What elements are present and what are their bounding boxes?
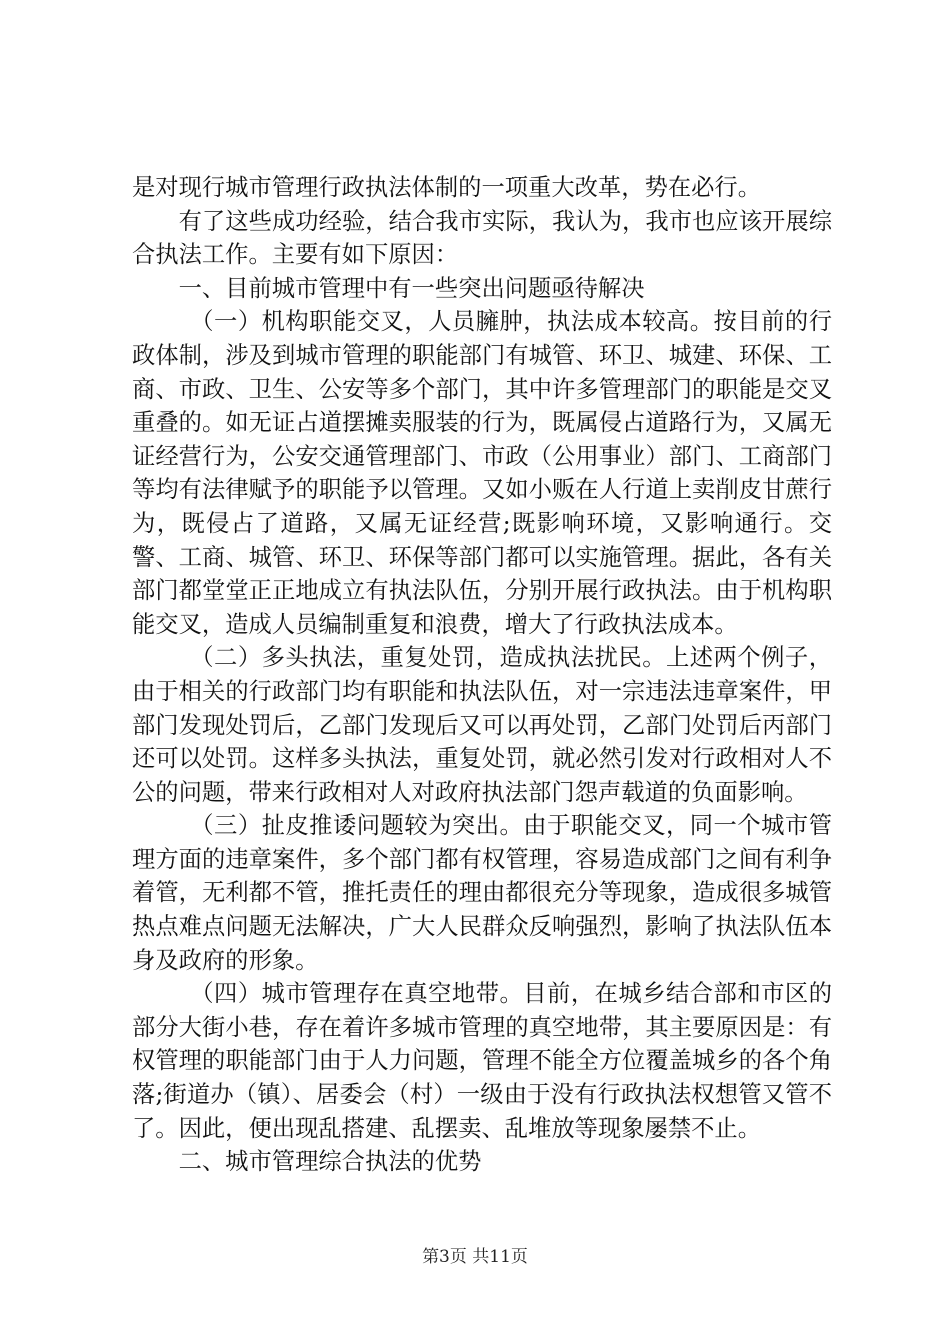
paragraph-item-1: （一）机构职能交叉，人员臃肿，执法成本较高。按目前的行政体制，涉及到城市管理的职能部门有城管、环卫、城建、环保、工商、市政、卫生、公安等多个部门，其中许多管理部门的职能是交叉重叠的。如无证占道摆摊卖服装的行为，既属侵占道路行为，又属无证经营行为，公安交通管理部门、市政（公用事业）部门、工商部门等均有法律赋予的职能予以管理。又如小贩在人行道上卖削皮甘蔗行为，既侵占了道路，又属无证经营;既影响环境，又影响通行。交警、工商、城管、环卫、环保等部门都可以实施管理。据此，各有关部门都堂堂正正地成立有执法队伍，分别开展行政执法。由于机构职能交叉，造成人员编制重复和浪费，增大了行政执法成本。 [132,308,832,638]
paragraph-intro: 有了这些成功经验，结合我市实际，我认为，我市也应该开展综合执法工作。主要有如下原因： [132,207,832,269]
paragraph-continuation: 是对现行城市管理行政执法体制的一项重大改革，势在必行。 [132,174,762,201]
page-footer [0,1246,950,1268]
document-body [132,171,832,1179]
paragraph-item-2: （二）多头执法，重复处罚，造成执法扰民。上述两个例子，由于相关的行政部门均有职能和执法队伍，对一宗违法违章案件，甲部门发现处罚后，乙部门发现后又可以再处罚，乙部门处罚后丙部门还可以处罚。这样多头执法，重复处罚，就必然引发对行政相对人不公的问题，带来行政相对人对政府执法部门怨声载道的负面影响。 [132,644,832,806]
page-number-label: 第3页 共11页 [422,1247,528,1267]
section-heading-2: 二、城市管理综合执法的优势 [178,1148,482,1176]
paragraph-item-4: （四）城市管理存在真空地带。目前，在城乡结合部和市区的部分大街小巷，存在着许多城市管理的真空地带，其主要原因是：有权管理的职能部门由于人力问题，管理不能全方位覆盖城乡的各个角落;街道办（镇）、居委会（村）一级由于没有行政执法权想管又管不了。因此，便出现乱搭建、乱摆卖、乱堆放等现象屡禁不止。 [132,980,832,1142]
paragraph-item-3: （三）扯皮推诿问题较为突出。由于职能交叉，同一个城市管理方面的违章案件，多个部门都有权管理，容易造成部门之间有利争着管，无利都不管，推托责任的理由都很充分等现象，造成很多城管热点难点问题无法解决，广大人民群众反响强烈，影响了执法队伍本身及政府的形象。 [132,812,832,974]
section-heading-1: 一、目前城市管理中有一些突出问题亟待解决 [178,274,645,302]
